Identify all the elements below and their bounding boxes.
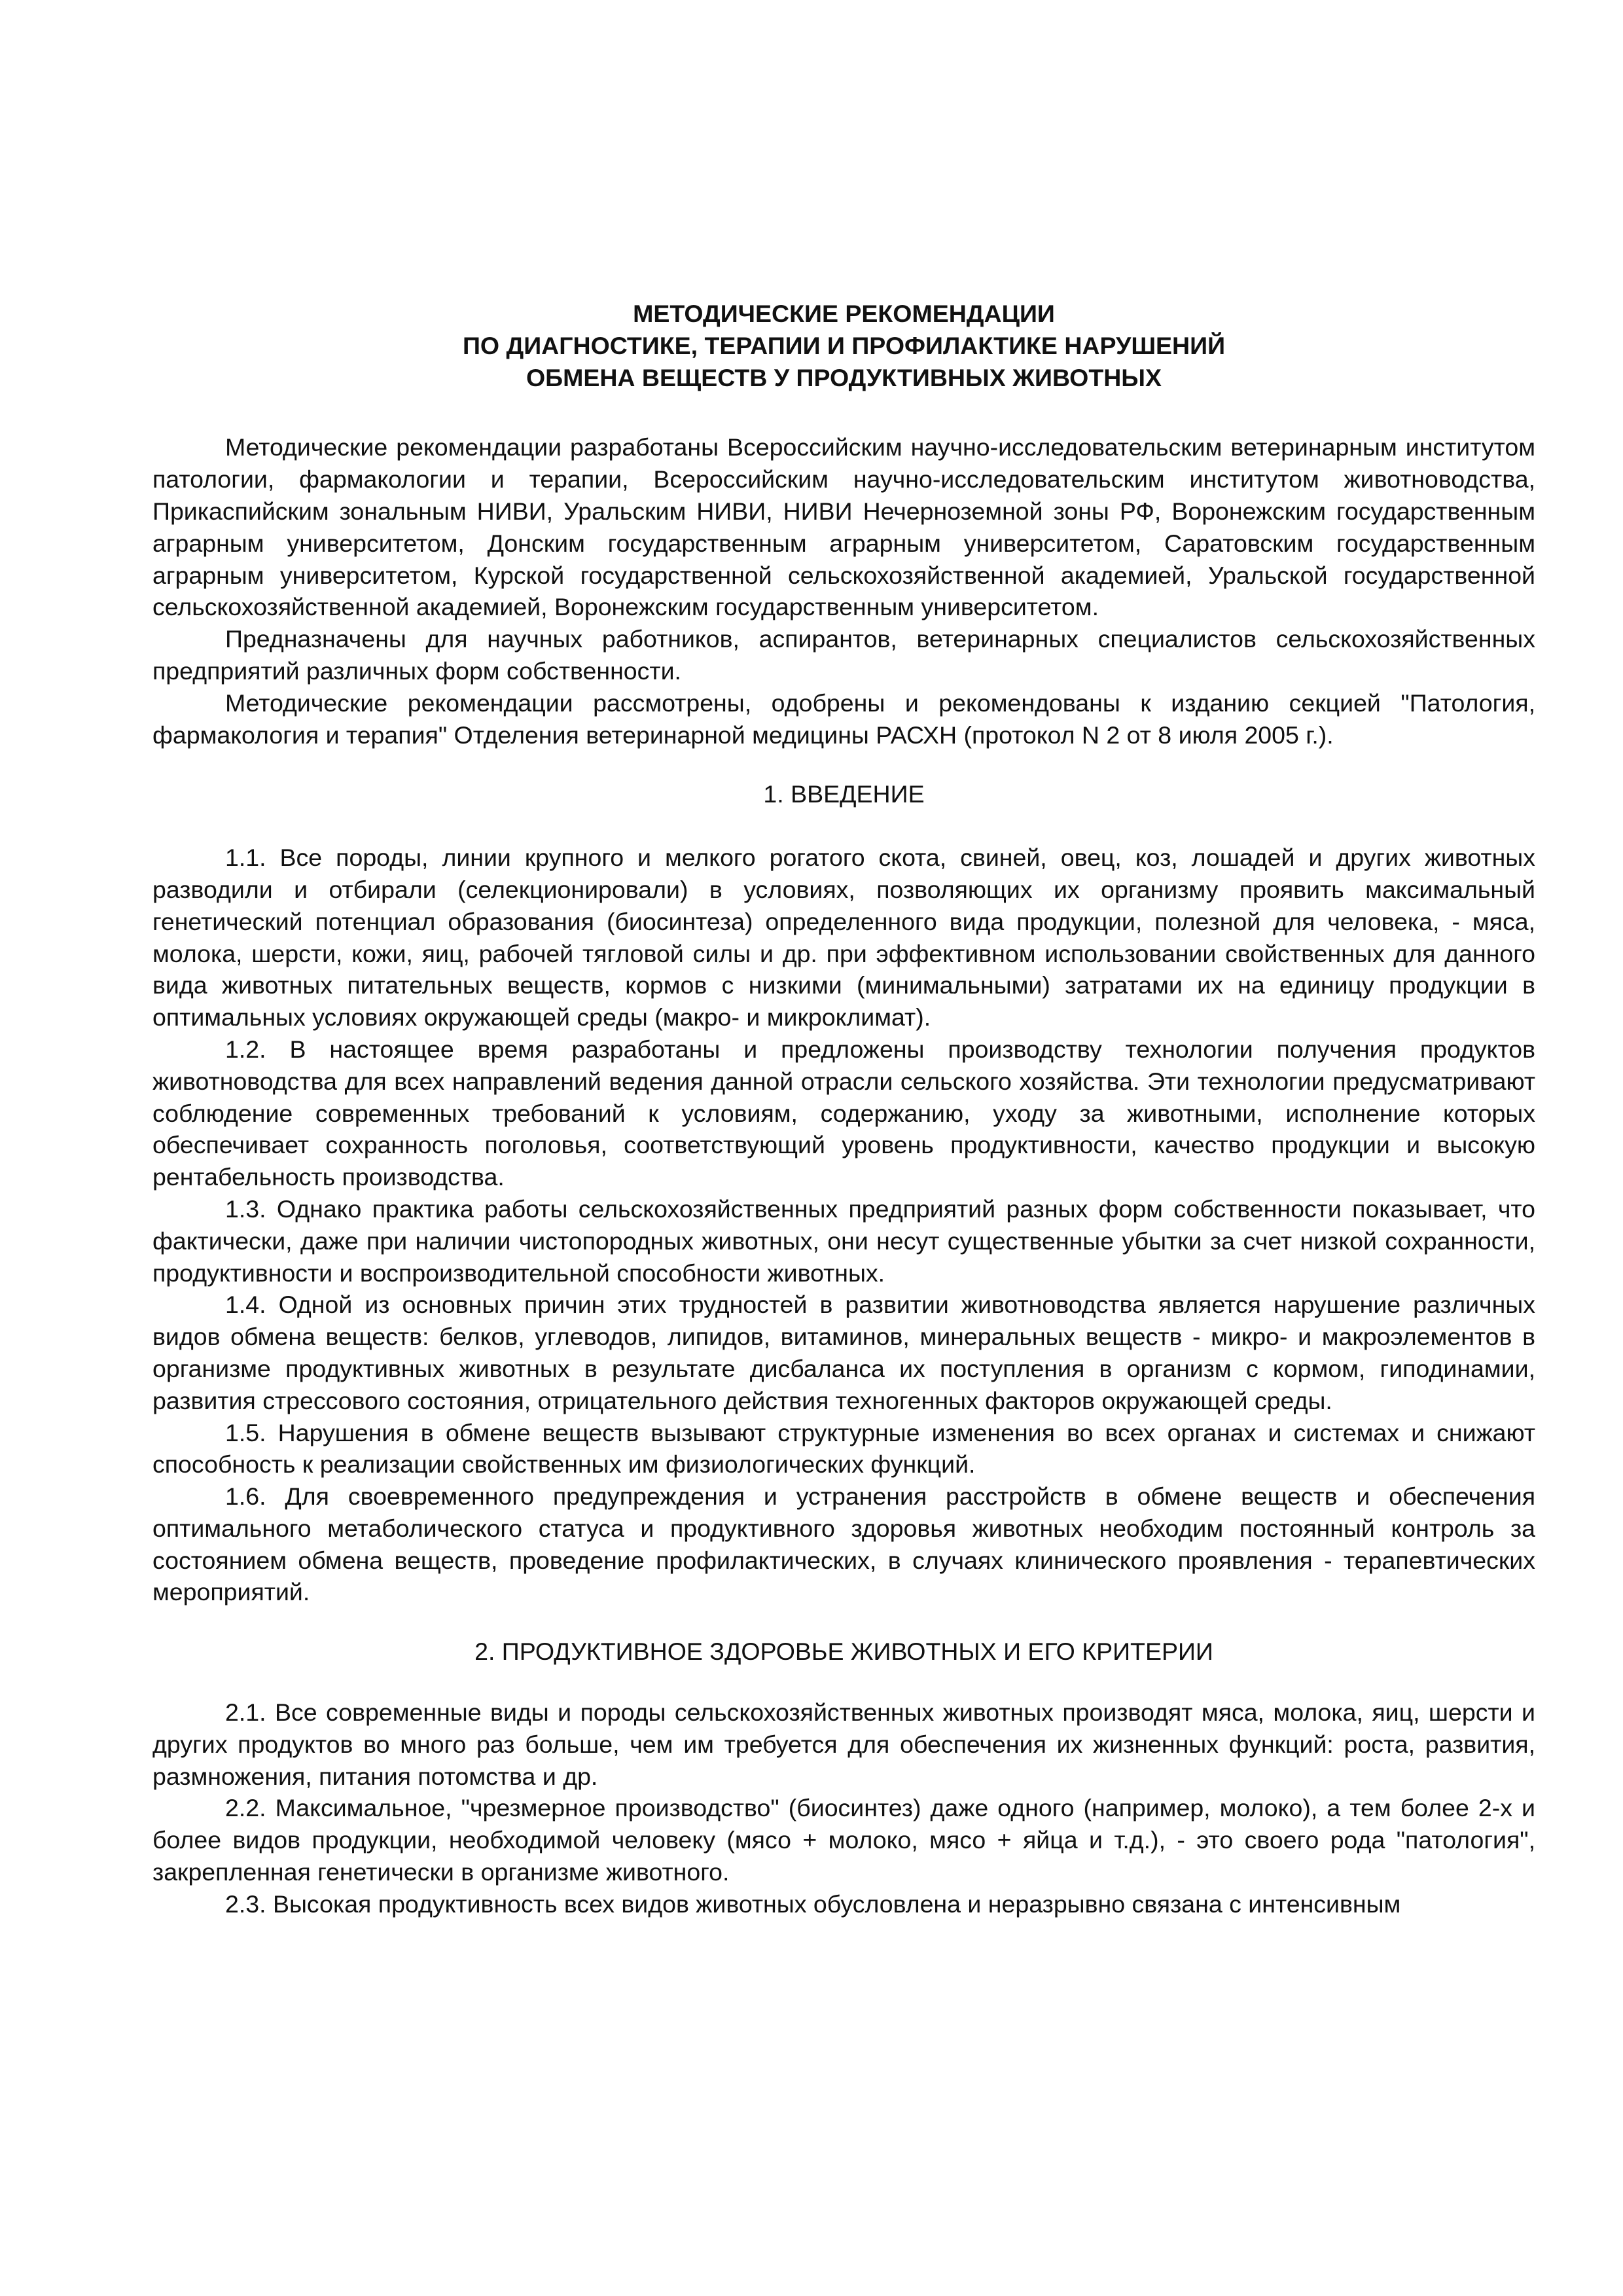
section-paragraph: 1.2. В настоящее время разработаны и предложены производству технологии получения продуктов животноводства для всех направлений ведения данной отрасли сельского хозяйства. Эти технологии предусматривают соблюдение современных требований к условиям, содержанию, уходу за животными, исполнение которых обеспечивает сохранность поголовья, соответствующий уровень продуктивности, качество продукции и высокую рентабельность производства.	[152, 1035, 1535, 1191]
section-paragraph: 2.1. Все современные виды и породы сельскохозяйственных животных производят мяса, молока, яиц, шерсти и других продуктов во много раз больше, чем им требуется для обеспечения их жизненных функций: роста, развития, размножения, питания потомства и др.	[152, 1698, 1535, 1790]
section-paragraph: 1.5. Нарушения в обмене веществ вызывают структурные изменения во всех органах и системах и снижают способность к реализации свойственных им физиологических функций.	[152, 1418, 1535, 1479]
section-paragraph: 1.1. Все породы, линии крупного и мелкого рогатого скота, свиней, овец, коз, лошадей и других животных разводили и отбирали (селекционировали) в условиях, позволяющих их организму проявить максимальный генетический потенциал образования (биосинтеза) определенного вида продукции, полезной для человека, - мяса, молока, шерсти, кожи, яиц, рабочей тягловой силы и др. при эффективном использовании свойственных для данного вида животных питательных веществ, кормов с низкими (минимальными) затратами их на единицу продукции в оптимальных условиях окружающей среды (макро- и микроклимат).	[152, 844, 1535, 1031]
title-line: ПО ДИАГНОСТИКЕ, ТЕРАПИИ И ПРОФИЛАКТИКЕ НАРУШЕНИЙ	[462, 331, 1226, 359]
section-paragraph: 1.4. Одной из основных причин этих трудностей в развитии животноводства является нарушение различных видов обмена веществ: белков, углеводов, липидов, витаминов, минеральных веществ - микро- и макроэлементов в организме продуктивных животных в результате дисбаланса их поступления в организм с кормом, гиподинамии, развития стрессового состояния, отрицательного действия техногенных факторов окружающей среды.	[152, 1291, 1535, 1414]
section-heading-productive-health: 2. ПРОДУКТИВНОЕ ЗДОРОВЬЕ ЖИВОТНЫХ И ЕГО КРИТЕРИИ	[474, 1638, 1213, 1666]
intro-paragraph: Методические рекомендации разработаны Всероссийским научно-исследовательским ветеринарным институтом патологии, фармакологии и терапии, Всероссийским научно-исследовательским институтом животноводства, Прикаспийским зональным НИВИ, Уральским НИВИ, НИВИ Нечерноземной зоны РФ, Воронежским государственным аграрным университетом, Донским государственным аграрным университетом, Саратовским государственным аграрным университетом, Курской государственной сельскохозяйственной академией, Уральской государственной сельскохозяйственной академией, Воронежским государственным университетом.	[152, 433, 1535, 621]
section-paragraph: 2.2. Максимальное, "чрезмерное производство" (биосинтез) даже одного (например, молоко), а тем более 2-х и более видов продукции, необходимой человеку (мясо + молоко, мясо + яйца и т.д.), - это своего рода "патология", закрепленная генетически в организме животного.	[152, 1794, 1535, 1886]
document-title	[152, 298, 1535, 393]
title-line: МЕТОДИЧЕСКИЕ РЕКОМЕНДАЦИИ	[633, 300, 1055, 327]
section-paragraph: 1.3. Однако практика работы сельскохозяйственных предприятий разных форм собственности показывает, что фактически, даже при наличии чистопородных животных, они несут существенные убытки за счет низкой сохранности, продуктивности и воспроизводительной способности животных.	[152, 1194, 1535, 1287]
intro-paragraph: Предназначены для научных работников, аспирантов, ветеринарных специалистов сельскохозяйственных предприятий различных форм собственности.	[152, 625, 1535, 685]
document-page	[152, 298, 1535, 1920]
section-paragraph: 1.6. Для своевременного предупреждения и устранения расстройств в обмене веществ и обеспечения оптимального метаболического статуса и продуктивного здоровья животных необходим постоянный контроль за состоянием обмена веществ, проведение профилактических, в случаях клинического проявления - терапевтических мероприятий.	[152, 1482, 1535, 1606]
section-heading-introduction: 1. ВВЕДЕНИЕ	[763, 780, 925, 808]
section-paragraph: 2.3. Высокая продуктивность всех видов животных обусловлена и неразрывно связана с интенсивным	[225, 1890, 1401, 1918]
intro-paragraph: Методические рекомендации рассмотрены, одобрены и рекомендованы к изданию секцией "Патология, фармакология и терапия" Отделения ветеринарной медицины РАСХН (протокол N 2 от 8 июля 2005 г.).	[152, 689, 1535, 749]
title-line: ОБМЕНА ВЕЩЕСТВ У ПРОДУКТИВНЫХ ЖИВОТНЫХ	[526, 363, 1162, 391]
